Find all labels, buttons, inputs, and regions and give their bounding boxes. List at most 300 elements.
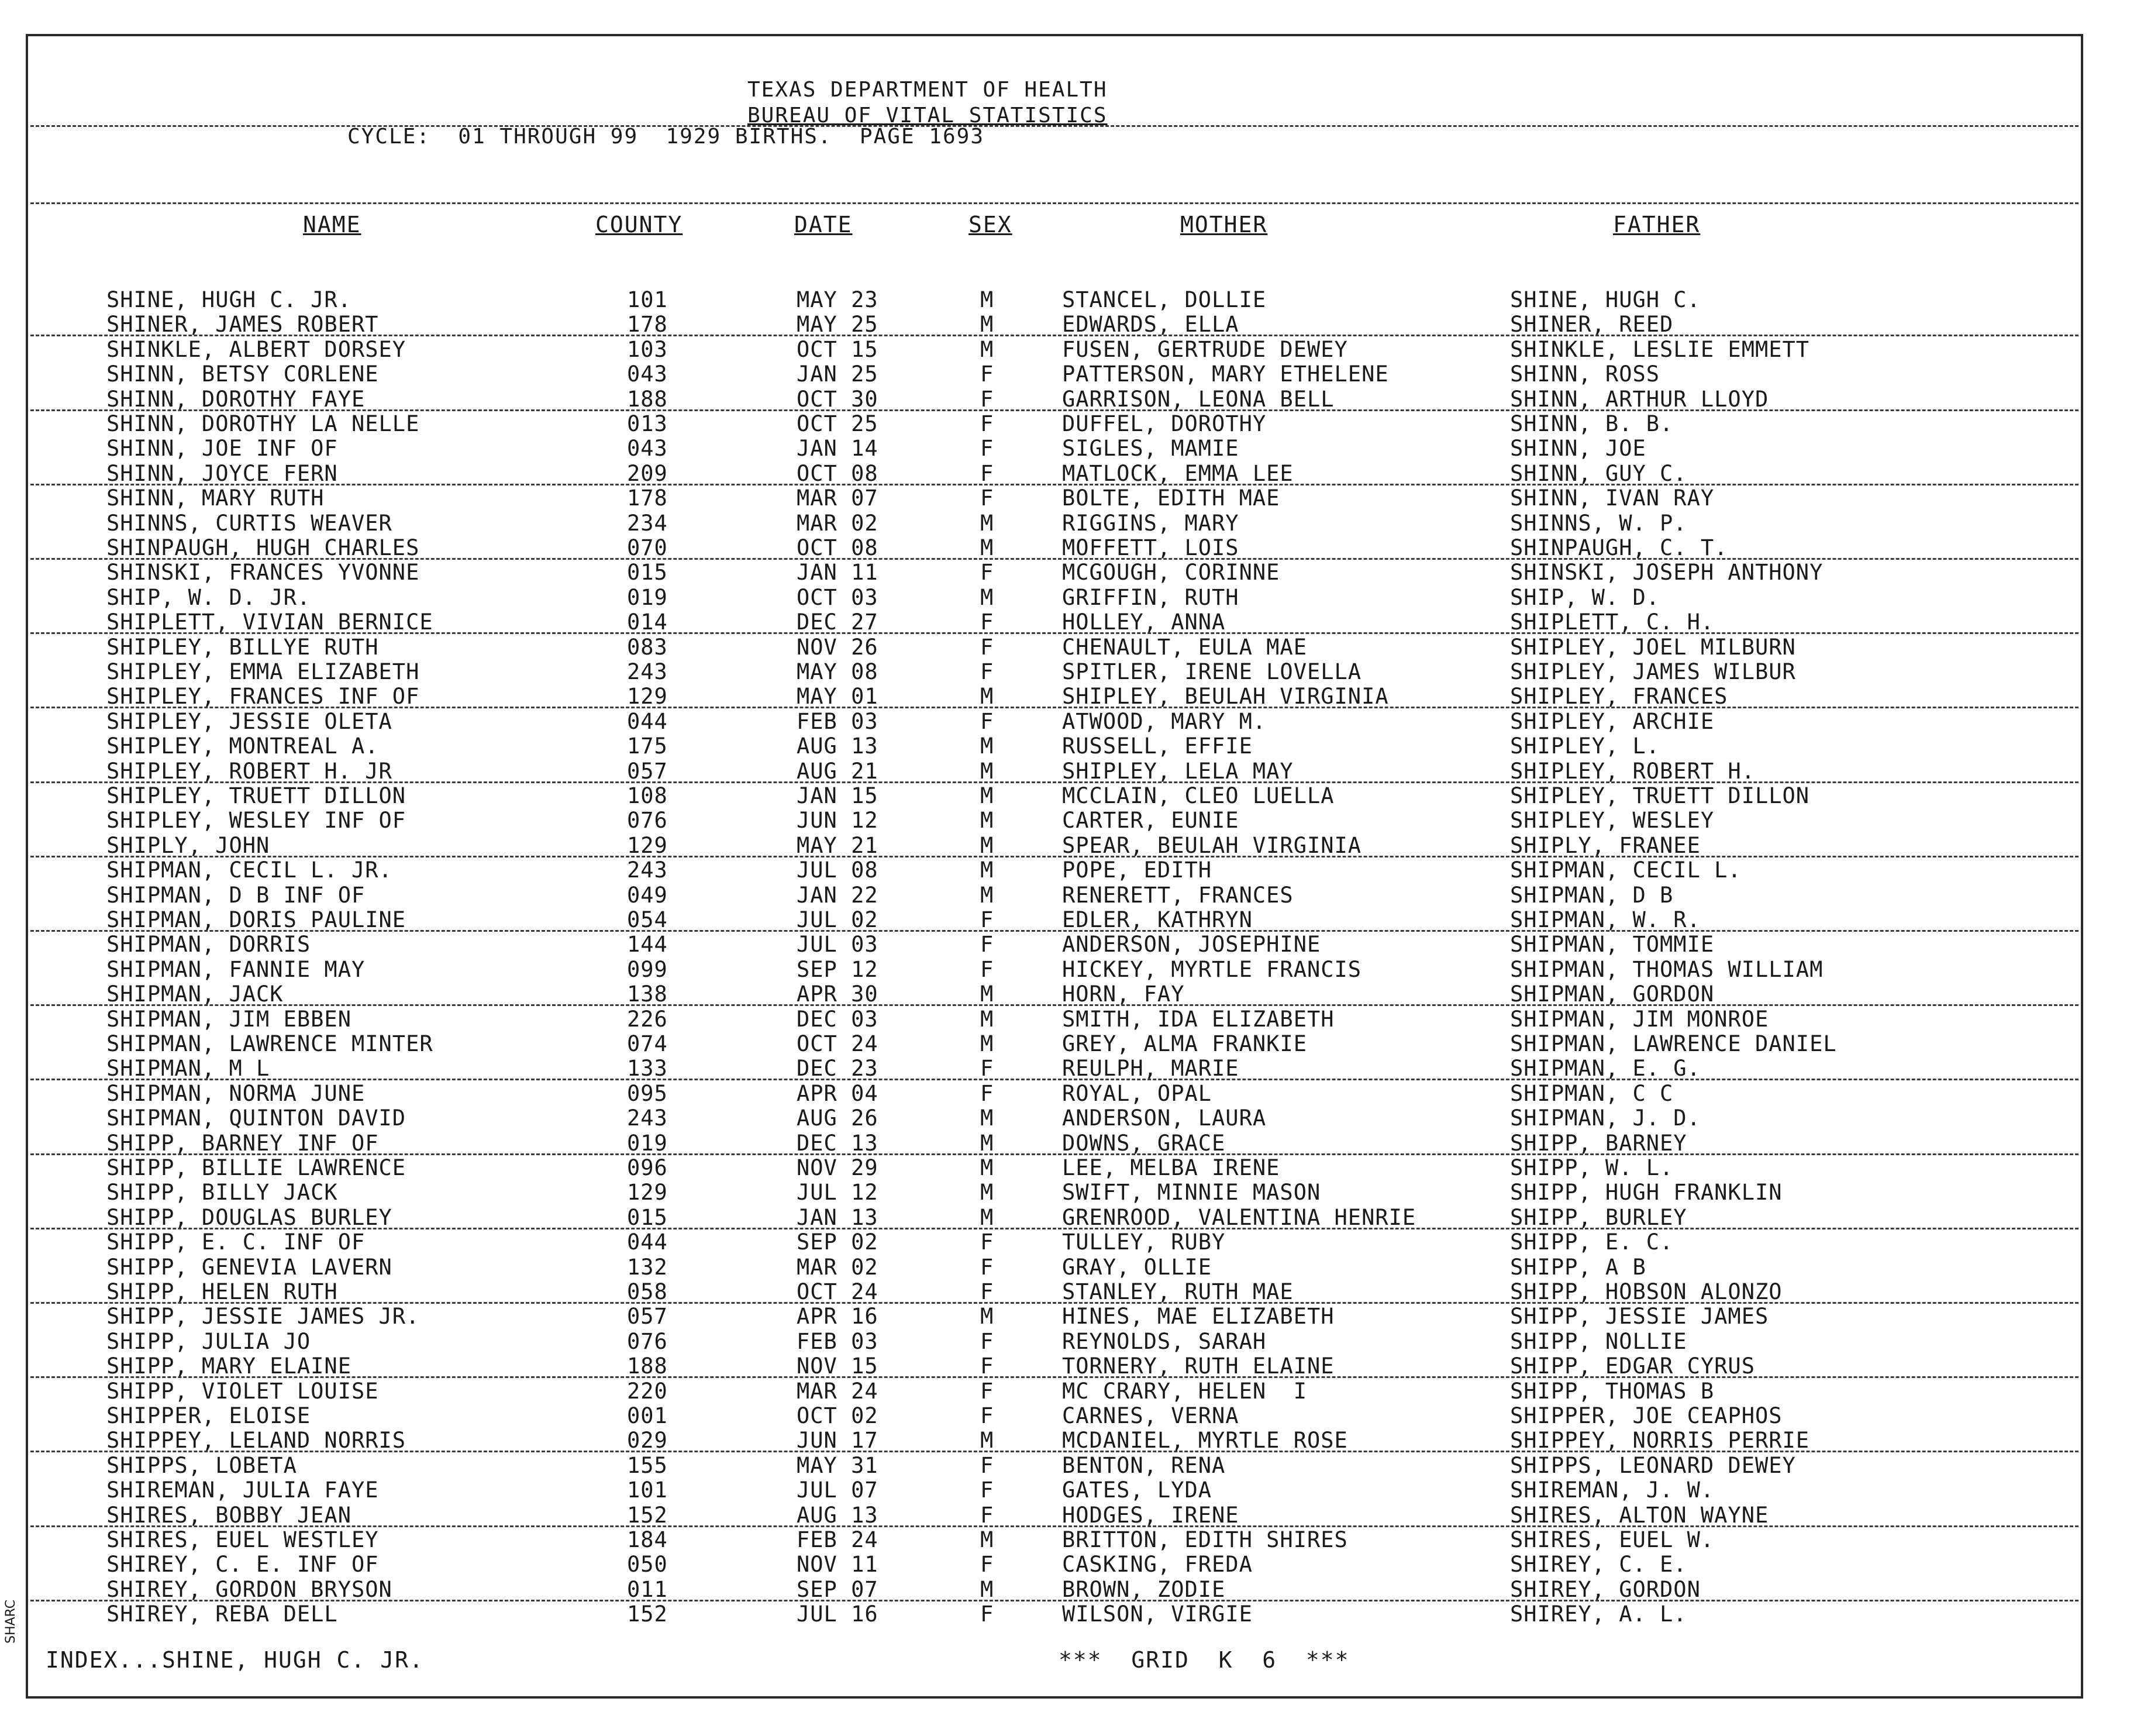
cell-father: SHIREY, C. E. [1510,1552,1687,1577]
cell-sex: M [980,535,994,560]
cell-sex: F [980,1477,994,1503]
cell-mother: BOLTE, EDITH MAE [1062,485,1280,511]
cell-sex: M [980,1527,994,1552]
cell-sex: F [980,659,994,684]
cell-father: SHIPP, E. C. [1510,1229,1674,1255]
cell-father: SHINN, ARTHUR LLOYD [1510,386,1769,412]
cell-mother: GRENROOD, VALENTINA HENRIE [1062,1204,1416,1230]
cell-name: SHIPP, BILLIE LAWRENCE [106,1155,406,1180]
cell-date: JAN 25 [797,361,878,387]
table-row [28,684,2081,709]
cell-name: SHIPMAN, DORIS PAULINE [106,907,406,932]
table-row [28,1528,2081,1552]
cell-father: SHIPMAN, D B [1510,882,1674,908]
cell-date: DEC 23 [797,1056,878,1081]
cell-county: 132 [627,1254,668,1280]
cell-name: SHINN, DOROTHY LA NELLE [106,411,420,436]
cell-county: 057 [627,1304,668,1329]
cell-father: SHINKLE, LESLIE EMMETT [1510,336,1810,362]
table-row [28,833,2081,858]
cell-name: SHIPLEY, TRUETT DILLON [106,783,406,808]
cell-mother: BROWN, ZODIE [1062,1576,1226,1602]
cell-county: 015 [627,1204,668,1230]
cell-date: FEB 24 [797,1527,878,1552]
cell-sex: F [980,560,994,585]
cell-name: SHIREY, C. E. INF OF [106,1552,379,1577]
table-row [28,585,2081,610]
cell-mother: SPITLER, IRENE LOVELLA [1062,659,1362,684]
cell-name: SHIPLEY, WESLEY INF OF [106,808,406,833]
cell-date: JAN 15 [797,783,878,808]
table-row [28,412,2081,436]
cell-date: JUL 07 [797,1477,878,1503]
cell-date: MAR 02 [797,510,878,536]
table-row [28,1329,2081,1354]
cell-father: SHIPP, JESSIE JAMES [1510,1304,1769,1329]
cell-father: SHIPPEY, NORRIS PERRIE [1510,1428,1810,1453]
cell-date: MAY 31 [797,1452,878,1478]
cell-father: SHIPP, EDGAR CYRUS [1510,1353,1755,1379]
table-row [28,1552,2081,1577]
cell-county: 083 [627,634,668,660]
cell-sex: M [980,832,994,858]
table-row [28,560,2081,585]
table-row [28,759,2081,784]
cell-father: SHIPLETT, C. H. [1510,609,1715,635]
cell-mother: ANDERSON, JOSEPHINE [1062,932,1321,957]
column-header-county: COUNTY [595,212,683,237]
cell-name: SHIPLEY, JESSIE OLETA [106,708,392,734]
cell-sex: F [980,1328,994,1354]
table-row [28,312,2081,337]
cell-sex: F [980,460,994,486]
cell-date: JUL 12 [797,1180,878,1205]
cell-date: JAN 13 [797,1204,878,1230]
cell-mother: HORN, FAY [1062,981,1185,1007]
cell-sex: F [980,386,994,412]
cell-county: 220 [627,1378,668,1404]
cell-county: 076 [627,808,668,833]
cell-sex: M [980,808,994,833]
cell-father: SHIPLEY, FRANCES [1510,684,1728,709]
cell-name: SHIPLETT, VIVIAN BERNICE [106,609,433,635]
cell-date: SEP 07 [797,1576,878,1602]
cell-sex: M [980,287,994,312]
cell-name: SHINN, BETSY CORLENE [106,361,379,387]
cell-mother: SPEAR, BEULAH VIRGINIA [1062,832,1362,858]
cell-father: SHIPLEY, L. [1510,733,1660,759]
cell-sex: M [980,1155,994,1180]
table-row [28,536,2081,560]
cell-sex: M [980,1576,994,1602]
document-frame [26,34,2083,1699]
table-row [28,362,2081,387]
cell-name: SHIPP, E. C. INF OF [106,1229,366,1255]
cell-date: MAY 21 [797,832,878,858]
cell-county: 076 [627,1328,668,1354]
cell-mother: SWIFT, MINNIE MASON [1062,1180,1321,1205]
cell-sex: M [980,733,994,759]
cell-mother: GATES, LYDA [1062,1477,1212,1503]
cell-name: SHINN, JOE INF OF [106,436,338,461]
cell-county: 013 [627,411,668,436]
cell-name: SHIPP, MARY ELAINE [106,1353,351,1379]
cell-name: SHIREY, GORDON BRYSON [106,1576,392,1602]
cell-name: SHIPP, JESSIE JAMES JR. [106,1304,420,1329]
cell-father: SHIRES, EUEL W. [1510,1527,1715,1552]
cell-sex: F [980,1502,994,1528]
cell-name: SHIPPER, ELOISE [106,1403,311,1428]
cell-father: SHIPPER, JOE CEAPHOS [1510,1403,1783,1428]
cell-date: OCT 02 [797,1403,878,1428]
table-row [28,858,2081,883]
cell-county: 175 [627,733,668,759]
table-row [28,511,2081,536]
cell-name: SHIPPS, LOBETA [106,1452,297,1478]
cell-mother: MATLOCK, EMMA LEE [1062,460,1294,486]
cell-name: SHIPLEY, BILLYE RUTH [106,634,379,660]
cell-name: SHIPP, BILLY JACK [106,1180,338,1205]
cell-father: SHIPPS, LEONARD DEWEY [1510,1452,1796,1478]
cell-father: SHIPP, W. L. [1510,1155,1674,1180]
cell-county: 129 [627,1180,668,1205]
table-row [28,1404,2081,1428]
cell-county: 099 [627,956,668,982]
cell-date: JUL 16 [797,1601,878,1627]
cell-father: SHINER, REED [1510,312,1674,337]
cell-county: 019 [627,1130,668,1156]
cell-county: 070 [627,535,668,560]
cell-county: 152 [627,1502,668,1528]
table-row [28,1056,2081,1081]
table-row [28,1304,2081,1329]
cell-mother: SHIPLEY, BEULAH VIRGINIA [1062,684,1389,709]
cell-mother: HICKEY, MYRTLE FRANCIS [1062,956,1362,982]
cell-sex: M [980,882,994,908]
cell-date: APR 30 [797,981,878,1007]
cell-county: 234 [627,510,668,536]
cell-date: OCT 15 [797,336,878,362]
cell-name: SHIPMAN, JIM EBBEN [106,1006,351,1032]
cell-name: SHINKLE, ALBERT DORSEY [106,336,406,362]
cell-sex: M [980,1204,994,1230]
table-row [28,1280,2081,1304]
cell-date: APR 04 [797,1080,878,1106]
cell-sex: F [980,436,994,461]
cell-mother: CHENAULT, EULA MAE [1062,634,1307,660]
table-row [28,660,2081,684]
cell-sex: F [980,634,994,660]
cell-father: SHIPLEY, WESLEY [1510,808,1715,833]
table-row [28,1131,2081,1156]
cell-date: JAN 22 [797,882,878,908]
footer-index: INDEX...SHINE, HUGH C. JR. [46,1647,424,1673]
cell-county: 129 [627,832,668,858]
cell-father: SHIPMAN, J. D. [1510,1105,1701,1131]
cell-father: SHIPMAN, LAWRENCE DANIEL [1510,1031,1837,1056]
cell-father: SHIPP, HUGH FRANKLIN [1510,1180,1783,1205]
side-margin-mark: SHARC [4,1599,18,1644]
cell-date: OCT 03 [797,584,878,610]
cell-sex: M [980,758,994,784]
cell-sex: F [980,1552,994,1577]
cell-mother: MOFFETT, LOIS [1062,535,1239,560]
cell-father: SHIPMAN, GORDON [1510,981,1715,1007]
cell-date: NOV 29 [797,1155,878,1180]
cell-date: NOV 26 [797,634,878,660]
cell-sex: F [980,708,994,734]
cell-name: SHIPLY, JOHN [106,832,270,858]
table-row [28,1255,2081,1280]
cell-father: SHINPAUGH, C. T. [1510,535,1728,560]
table-row [28,1428,2081,1453]
cell-father: SHIPMAN, CECIL L. [1510,857,1742,883]
cell-name: SHIPMAN, DORRIS [106,932,311,957]
cell-date: MAY 25 [797,312,878,337]
cell-mother: FUSEN, GERTRUDE DEWEY [1062,336,1348,362]
cell-father: SHIPMAN, E. G. [1510,1056,1701,1081]
cell-father: SHINN, IVAN RAY [1510,485,1715,511]
cell-date: NOV 15 [797,1353,878,1379]
cell-date: JUL 08 [797,857,878,883]
cell-father: SHIPLEY, TRUETT DILLON [1510,783,1810,808]
cycle-line: CYCLE: 01 THROUGH 99 1929 BIRTHS. PAGE 1693 [347,125,984,149]
cell-sex: M [980,857,994,883]
table-row [28,387,2081,412]
cell-father: SHIPP, BURLEY [1510,1204,1687,1230]
cell-date: FEB 03 [797,1328,878,1354]
cell-father: SHIPMAN, W. R. [1510,907,1701,932]
table-row [28,1007,2081,1032]
cell-name: SHIRES, EUEL WESTLEY [106,1527,379,1552]
cell-county: 057 [627,758,668,784]
cell-mother: SHIPLEY, LELA MAY [1062,758,1294,784]
cell-date: OCT 08 [797,535,878,560]
cell-father: SHINE, HUGH C. [1510,287,1701,312]
cell-sex: F [980,1056,994,1081]
cell-name: SHINPAUGH, HUGH CHARLES [106,535,420,560]
cell-father: SHINN, ROSS [1510,361,1660,387]
cell-date: MAR 02 [797,1254,878,1280]
cell-sex: F [980,1229,994,1255]
cell-name: SHIPP, HELEN RUTH [106,1279,338,1304]
cell-mother: RIGGINS, MARY [1062,510,1239,536]
cell-sex: M [980,1006,994,1032]
table-row [28,461,2081,486]
cell-mother: ANDERSON, LAURA [1062,1105,1267,1131]
cell-sex: F [980,907,994,932]
cell-mother: TORNERY, RUTH ELAINE [1062,1353,1335,1379]
cell-mother: HOLLEY, ANNA [1062,609,1226,635]
table-row [28,1032,2081,1056]
cell-father: SHIPMAN, C C [1510,1080,1674,1106]
cell-county: 184 [627,1527,668,1552]
cell-date: JAN 14 [797,436,878,461]
cell-sex: F [980,1403,994,1428]
cell-county: 096 [627,1155,668,1180]
cell-name: SHIPMAN, CECIL L. JR. [106,857,392,883]
cell-name: SHIPMAN, JACK [106,981,284,1007]
cell-sex: M [980,684,994,709]
cell-county: 178 [627,485,668,511]
cell-sex: F [980,411,994,436]
table-row [28,1354,2081,1379]
table-row [28,1156,2081,1180]
cell-name: SHIPPEY, LELAND NORRIS [106,1428,406,1453]
cell-name: SHIPLEY, MONTREAL A. [106,733,379,759]
cell-county: 243 [627,659,668,684]
cell-father: SHIPLEY, ARCHIE [1510,708,1715,734]
cell-county: 209 [627,460,668,486]
cell-mother: GARRISON, LEONA BELL [1062,386,1335,412]
cell-father: SHINSKI, JOSEPH ANTHONY [1510,560,1824,585]
cell-father: SHIPLEY, ROBERT H. [1510,758,1755,784]
cell-name: SHIPMAN, D B INF OF [106,882,366,908]
cell-sex: M [980,584,994,610]
cell-county: 029 [627,1428,668,1453]
cell-sex: F [980,956,994,982]
cell-county: 133 [627,1056,668,1081]
cell-mother: EDWARDS, ELLA [1062,312,1239,337]
cell-name: SHIPMAN, FANNIE MAY [106,956,366,982]
table-row [28,883,2081,908]
cell-sex: F [980,932,994,957]
cell-date: JUL 03 [797,932,878,957]
cell-mother: CASKING, FREDA [1062,1552,1253,1577]
cell-county: 103 [627,336,668,362]
table-row [28,734,2081,759]
cell-father: SHIPP, BARNEY [1510,1130,1687,1156]
column-header-father: FATHER [1613,212,1701,237]
cell-county: 144 [627,932,668,957]
cell-mother: DUFFEL, DOROTHY [1062,411,1267,436]
cell-sex: M [980,336,994,362]
cell-father: SHIPP, HOBSON ALONZO [1510,1279,1783,1304]
table-row [28,436,2081,461]
cell-date: JUL 02 [797,907,878,932]
cell-mother: GRIFFIN, RUTH [1062,584,1239,610]
cell-mother: STANCEL, DOLLIE [1062,287,1267,312]
cell-name: SHIPMAN, LAWRENCE MINTER [106,1031,433,1056]
column-header-name: NAME [303,212,361,237]
cell-county: 019 [627,584,668,610]
cell-name: SHINN, JOYCE FERN [106,460,338,486]
cell-date: DEC 27 [797,609,878,635]
table-row [28,486,2081,511]
table-row [28,1503,2081,1528]
cell-mother: TULLEY, RUBY [1062,1229,1226,1255]
cell-sex: M [980,1180,994,1205]
cell-mother: RENERETT, FRANCES [1062,882,1294,908]
cell-father: SHIPMAN, TOMMIE [1510,932,1715,957]
cell-date: AUG 13 [797,733,878,759]
table-row [28,1081,2081,1106]
cell-county: 108 [627,783,668,808]
table-row [28,1106,2081,1131]
cell-mother: BENTON, RENA [1062,1452,1226,1478]
cell-date: OCT 25 [797,411,878,436]
cell-name: SHINNS, CURTIS WEAVER [106,510,392,536]
cell-sex: M [980,312,994,337]
cell-date: MAY 08 [797,659,878,684]
table-row [28,908,2081,932]
cell-date: MAY 23 [797,287,878,312]
cell-county: 050 [627,1552,668,1577]
table-row [28,932,2081,957]
cell-county: 015 [627,560,668,585]
cell-date: OCT 24 [797,1279,878,1304]
cell-name: SHINE, HUGH C. JR. [106,287,351,312]
cell-mother: LEE, MELBA IRENE [1062,1155,1280,1180]
cell-mother: ROYAL, OPAL [1062,1080,1212,1106]
cell-sex: F [980,1080,994,1106]
cell-county: 129 [627,684,668,709]
cell-mother: MCDANIEL, MYRTLE ROSE [1062,1428,1348,1453]
cell-date: SEP 12 [797,956,878,982]
cell-sex: F [980,1601,994,1627]
cell-sex: M [980,1031,994,1056]
cell-county: 074 [627,1031,668,1056]
cell-county: 101 [627,1477,668,1503]
header-rule-top [30,125,2079,127]
cell-county: 054 [627,907,668,932]
cell-county: 049 [627,882,668,908]
cell-date: AUG 21 [797,758,878,784]
cell-sex: M [980,1428,994,1453]
cell-mother: REULPH, MARIE [1062,1056,1239,1081]
cell-mother: HINES, MAE ELIZABETH [1062,1304,1335,1329]
cell-county: 152 [627,1601,668,1627]
cell-mother: GRAY, OLLIE [1062,1254,1212,1280]
cell-name: SHIPP, GENEVIA LAVERN [106,1254,392,1280]
cell-mother: STANLEY, RUTH MAE [1062,1279,1294,1304]
table-row [28,957,2081,982]
cell-father: SHIREY, A. L. [1510,1601,1687,1627]
column-header-rule [30,202,2079,204]
cell-date: APR 16 [797,1304,878,1329]
cell-county: 178 [627,312,668,337]
cell-county: 155 [627,1452,668,1478]
cell-sex: M [980,1304,994,1329]
cell-name: SHIREY, REBA DELL [106,1601,338,1627]
cell-date: DEC 13 [797,1130,878,1156]
cell-father: SHIPMAN, JIM MONROE [1510,1006,1769,1032]
cell-date: MAR 07 [797,485,878,511]
cell-sex: F [980,1254,994,1280]
cell-sex: F [980,1378,994,1404]
table-row [28,1478,2081,1503]
column-header-sex: SEX [968,212,1012,237]
cell-mother: MCGOUGH, CORINNE [1062,560,1280,585]
cell-date: AUG 26 [797,1105,878,1131]
cell-father: SHINNS, W. P. [1510,510,1687,536]
bureau-title: BUREAU OF VITAL STATISTICS [747,104,1108,128]
cell-date: SEP 02 [797,1229,878,1255]
cell-sex: F [980,609,994,635]
cell-father: SHINN, GUY C. [1510,460,1687,486]
cell-name: SHIPP, VIOLET LOUISE [106,1378,379,1404]
cell-name: SHINN, MARY RUTH [106,485,325,511]
cell-name: SHIPP, JULIA JO [106,1328,311,1354]
cell-sex: F [980,1353,994,1379]
cell-county: 138 [627,981,668,1007]
cell-father: SHIPLEY, JOEL MILBURN [1510,634,1796,660]
cell-mother: EDLER, KATHRYN [1062,907,1253,932]
cell-mother: CARNES, VERNA [1062,1403,1239,1428]
cell-county: 188 [627,1353,668,1379]
cell-sex: M [980,1105,994,1131]
cell-father: SHIPP, A B [1510,1254,1646,1280]
